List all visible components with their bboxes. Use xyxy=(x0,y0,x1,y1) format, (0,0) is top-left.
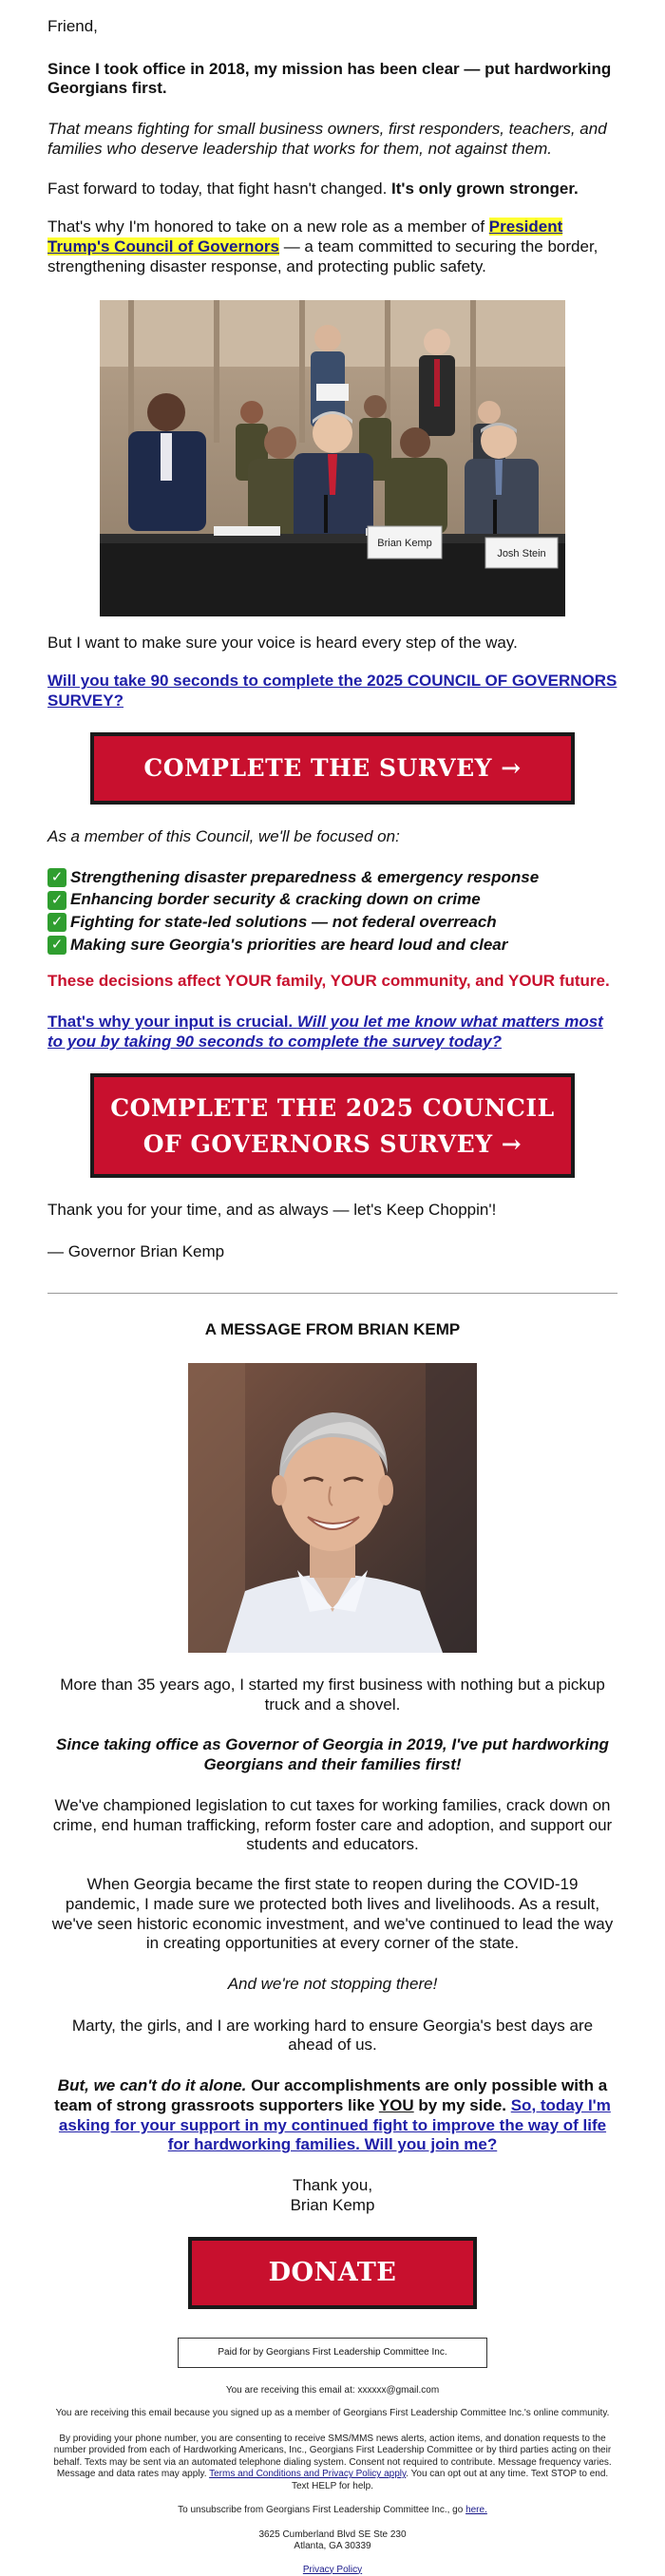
unsubscribe-note xyxy=(48,2505,618,2517)
join-me-link[interactable]: So, today I'm asking for your support in my continued fight to improve the way of life for hardworking families. Will you join me? xyxy=(58,2095,611,2154)
bio-cant-do-it-alone: But, we can't do it alone. xyxy=(57,2076,247,2095)
focus-item-label: Strengthening disaster preparedness & emergency response xyxy=(70,867,540,886)
terms-privacy-link[interactable]: Terms and Conditions and Privacy Policy apply xyxy=(209,2469,407,2480)
bio-thanks: Thank you, xyxy=(292,2176,373,2195)
bio-paragraph-2: Since taking office as Governor of Georgia in 2019, I've put hardworking Georgians and their families first! xyxy=(56,1735,609,1774)
focus-item-label: Enhancing border security & cracking down on crime xyxy=(70,890,481,909)
placard-brian-kemp: Brian Kemp xyxy=(377,537,432,549)
honored-text-after: — a team committed to securing the border, strengthening disaster response, and protecting public safety. xyxy=(48,237,598,275)
focus-list xyxy=(48,868,618,956)
bio-accomplishments: Our accomplishments are only possible with a team of strong grassroots supporters like xyxy=(54,2076,608,2114)
voice-heard: But I want to make sure your voice is heard every step of the way. xyxy=(48,633,518,652)
focus-item-label: Making sure Georgia's priorities are heard loud and clear xyxy=(70,935,508,954)
input-crucial-link[interactable] xyxy=(48,1013,603,1051)
list-item xyxy=(48,890,618,910)
address-line-2: Atlanta, GA 30339 xyxy=(294,2541,371,2552)
input-crucial-bold: That's why your input is crucial. xyxy=(48,1013,297,1032)
focus-item-label: Fighting for state-led solutions — not federal overreach xyxy=(70,913,497,932)
bio-paragraph-5: And we're not stopping there! xyxy=(227,1974,438,1993)
portrait-illustration xyxy=(188,1363,477,1653)
sms-consent-text: By providing your phone number, you are consenting to receive SMS/MMS news alerts, action items, and donation requests to the number provided from each of Hardworking Americans, Inc., Georgians First Leadership Committee or by third parties acting on their behalf. Texts may be sent via an automated telephone dialing system. Consent not required to contribute. Message frequency varies. Message and data rates may apply. xyxy=(53,2433,612,2480)
survey-text-link[interactable]: Will you take 90 seconds to complete the 2025 COUNCIL OF GOVERNORS SURVEY? xyxy=(48,672,618,710)
complete-2025-survey-button[interactable]: COMPLETE THE 2025 COUNCIL OF GOVERNORS SURVEY → xyxy=(90,1073,575,1178)
check-mark-icon: ✓ xyxy=(48,891,66,910)
privacy-policy-link[interactable]: Privacy Policy xyxy=(302,2564,363,2575)
council-focus-intro: As a member of this Council, we'll be focused on: xyxy=(48,826,400,845)
input-crucial-paragraph[interactable] xyxy=(48,1013,618,1051)
sms-consent-note xyxy=(48,2434,618,2493)
receiving-email-note: You are receiving this email at: xxxxxx@gmail.com xyxy=(225,2384,440,2396)
council-of-governors-link[interactable]: President Trump's Council of Governors xyxy=(48,218,563,256)
list-item xyxy=(48,913,618,933)
signoff: — Governor Brian Kemp xyxy=(48,1242,225,1261)
message-title: A MESSAGE FROM BRIAN KEMP xyxy=(204,1320,461,1339)
paid-for-disclaimer: Paid for by Georgians First Leadership Committee Inc. xyxy=(178,2338,487,2368)
check-mark-icon: ✓ xyxy=(48,868,66,887)
placard-josh-stein: Josh Stein xyxy=(497,547,546,559)
fast-forward-text: Fast forward to today, that fight hasn't changed. xyxy=(48,179,392,198)
greeting: Friend, xyxy=(48,17,98,35)
council-meeting-photo xyxy=(100,300,565,616)
council-meeting-illustration xyxy=(100,300,565,616)
thank-you-line: Thank you for your time, and as always — let's Keep Choppin'! xyxy=(48,1200,497,1219)
intro-italic: That means fighting for small business owners, first responders, teachers, and families who deserve leadership that works for them, not against them. xyxy=(48,120,607,158)
unsubscribe-link[interactable]: here. xyxy=(466,2505,487,2516)
list-item xyxy=(48,936,618,956)
sms-consent-text-end: . You can opt out at any time. Text STOP to end. Text HELP for help. xyxy=(292,2469,609,2491)
bio-paragraph-6: Marty, the girls, and I are working hard to ensure Georgia's best days are ahead of us. xyxy=(71,2016,594,2055)
bio-by-my-side: by my side. xyxy=(413,2095,511,2114)
honored-paragraph xyxy=(48,218,618,276)
bio-paragraph-7 xyxy=(48,2076,618,2155)
honored-text-before: That's why I'm honored to take on a new role as a member of xyxy=(48,218,489,237)
address-line-1: 3625 Cumberland Blvd SE Ste 230 xyxy=(258,2529,407,2540)
check-mark-icon: ✓ xyxy=(48,936,66,955)
bio-name: Brian Kemp xyxy=(290,2195,375,2214)
brian-kemp-portrait xyxy=(188,1363,477,1653)
section-divider xyxy=(48,1293,618,1294)
fast-forward-bold: It's only grown stronger. xyxy=(391,179,579,198)
signed-up-note: You are receiving this email because you signed up as a member of Georgians First Leadership Committee Inc.'s online community. xyxy=(55,2408,610,2419)
bio-paragraph-4: When Georgia became the first state to reopen during the COVID-19 pandemic, I made sure we protected both lives and livelihoods. As a result, we've seen historic economic investment, and we've continued to lead the way in creating opportunities at every corner of the state. xyxy=(51,1875,614,1953)
list-item xyxy=(48,868,618,888)
check-mark-icon: ✓ xyxy=(48,913,66,932)
input-crucial-italic: Will you let me know what matters most to you by taking 90 seconds to complete the survey today? xyxy=(48,1013,603,1051)
bio-you: YOU xyxy=(378,2095,414,2114)
bio-paragraph-1: More than 35 years ago, I started my first business with nothing but a pickup truck and a shovel. xyxy=(60,1675,605,1714)
fast-forward-paragraph xyxy=(48,180,618,199)
intro-bold: Since I took office in 2018, my mission has been clear — put hardworking Georgians first. xyxy=(48,59,612,98)
donate-button[interactable]: DONATE xyxy=(188,2237,477,2309)
decisions-callout: These decisions affect YOUR family, YOUR community, and YOUR future. xyxy=(48,972,610,991)
complete-survey-button[interactable]: COMPLETE THE SURVEY → xyxy=(90,732,575,805)
unsubscribe-text: To unsubscribe from Georgians First Leadership Committee Inc., go xyxy=(178,2505,466,2516)
bio-paragraph-3: We've championed legislation to cut taxes for working families, crack down on crime, end human trafficking, reform foster care and adoption, and support our students and educators. xyxy=(52,1795,613,1854)
